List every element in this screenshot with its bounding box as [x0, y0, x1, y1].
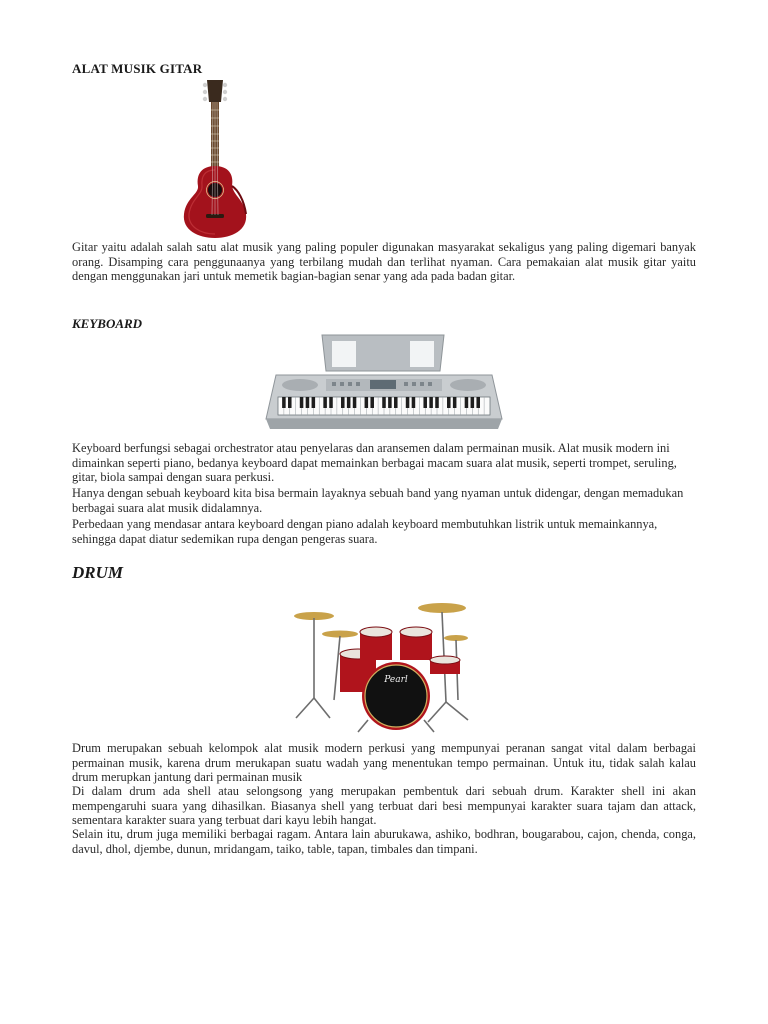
paragraph-drum-1: Drum merupakan sebuah kelompok alat musik modern perkusi yang mempunyai peranan sangat vital dalam berbagai permainan musik, karena drum merukapan suatu wadah yang menentukan tempo permainan. Untuk itu, tidak salah kalau drum merupkan jantung dari permainan musik [72, 741, 696, 785]
bass-drum-logo: Pearl [384, 675, 408, 685]
paragraph-keyboard-1: Keyboard berfungsi sebagai orchestrator atau penyelaras dan aransemen dalam permainan musik. Alat musik modern ini dimainkan seperti piano, bedanya keyboard dapat memainkan berbagai macam suara alat musik, seperti trompet, seruling, gitar, biola sampai dengan suara perkusi. [72, 441, 677, 485]
paragraph-drum-3: Selain itu, drum juga memiliki berbagai ragam. Antara lain aburukawa, ashiko, bodhran, bougarabou, cajon, chenda, conga, davul, dhol, djembe, dunun, mridangam, taiko, table, tapan, timbales dan timpani. [72, 827, 696, 856]
drum-kit-image [278, 590, 490, 738]
paragraph-drum-2: Di dalam drum ada shell atau selongsong yang merupakan pembentuk dari sebuah drum. Karakter shell ini akan mempengaruhi suara yang dihasilkan. Biasanya shell yang terbuat dari besi mempunyai karakter suara tajam dan attack, sementara karakter suara yang terbuat dari kayu lebih hangat. [72, 784, 696, 828]
paragraph-keyboard-3: Perbedaan yang mendasar antara keyboard dengan piano adalah keyboard membutuhkan listrik untuk memainkannya, sehingga dapat diatur sedemikan rupa dengan pengeras suara. [72, 517, 658, 546]
guitar-image [172, 78, 258, 240]
paragraph-keyboard-2: Hanya dengan sebuah keyboard kita bisa bermain layaknya sebuah band yang nyaman untuk didengar, dengan memadukan berbagai suara alat musik didalamnya. [72, 486, 684, 515]
paragraph-gitar: Gitar yaitu adalah salah satu alat musik yang paling populer digunakan masyarakat sekaligus yang paling digemari banyak orang. Disamping cara penggunaanya yang terbilang mudah dan terlihat nyaman. Cara pemakaian alat musik gitar yaitu dengan menggunakan jari untuk memetik bagian-bagian senar yang ada pada badan gitar. [72, 240, 696, 284]
heading-keyboard: KEYBOARD [72, 316, 143, 331]
heading-gitar: ALAT MUSIK GITAR [72, 61, 203, 76]
keyboard-image [262, 333, 506, 437]
heading-drum: DRUM [72, 563, 124, 582]
